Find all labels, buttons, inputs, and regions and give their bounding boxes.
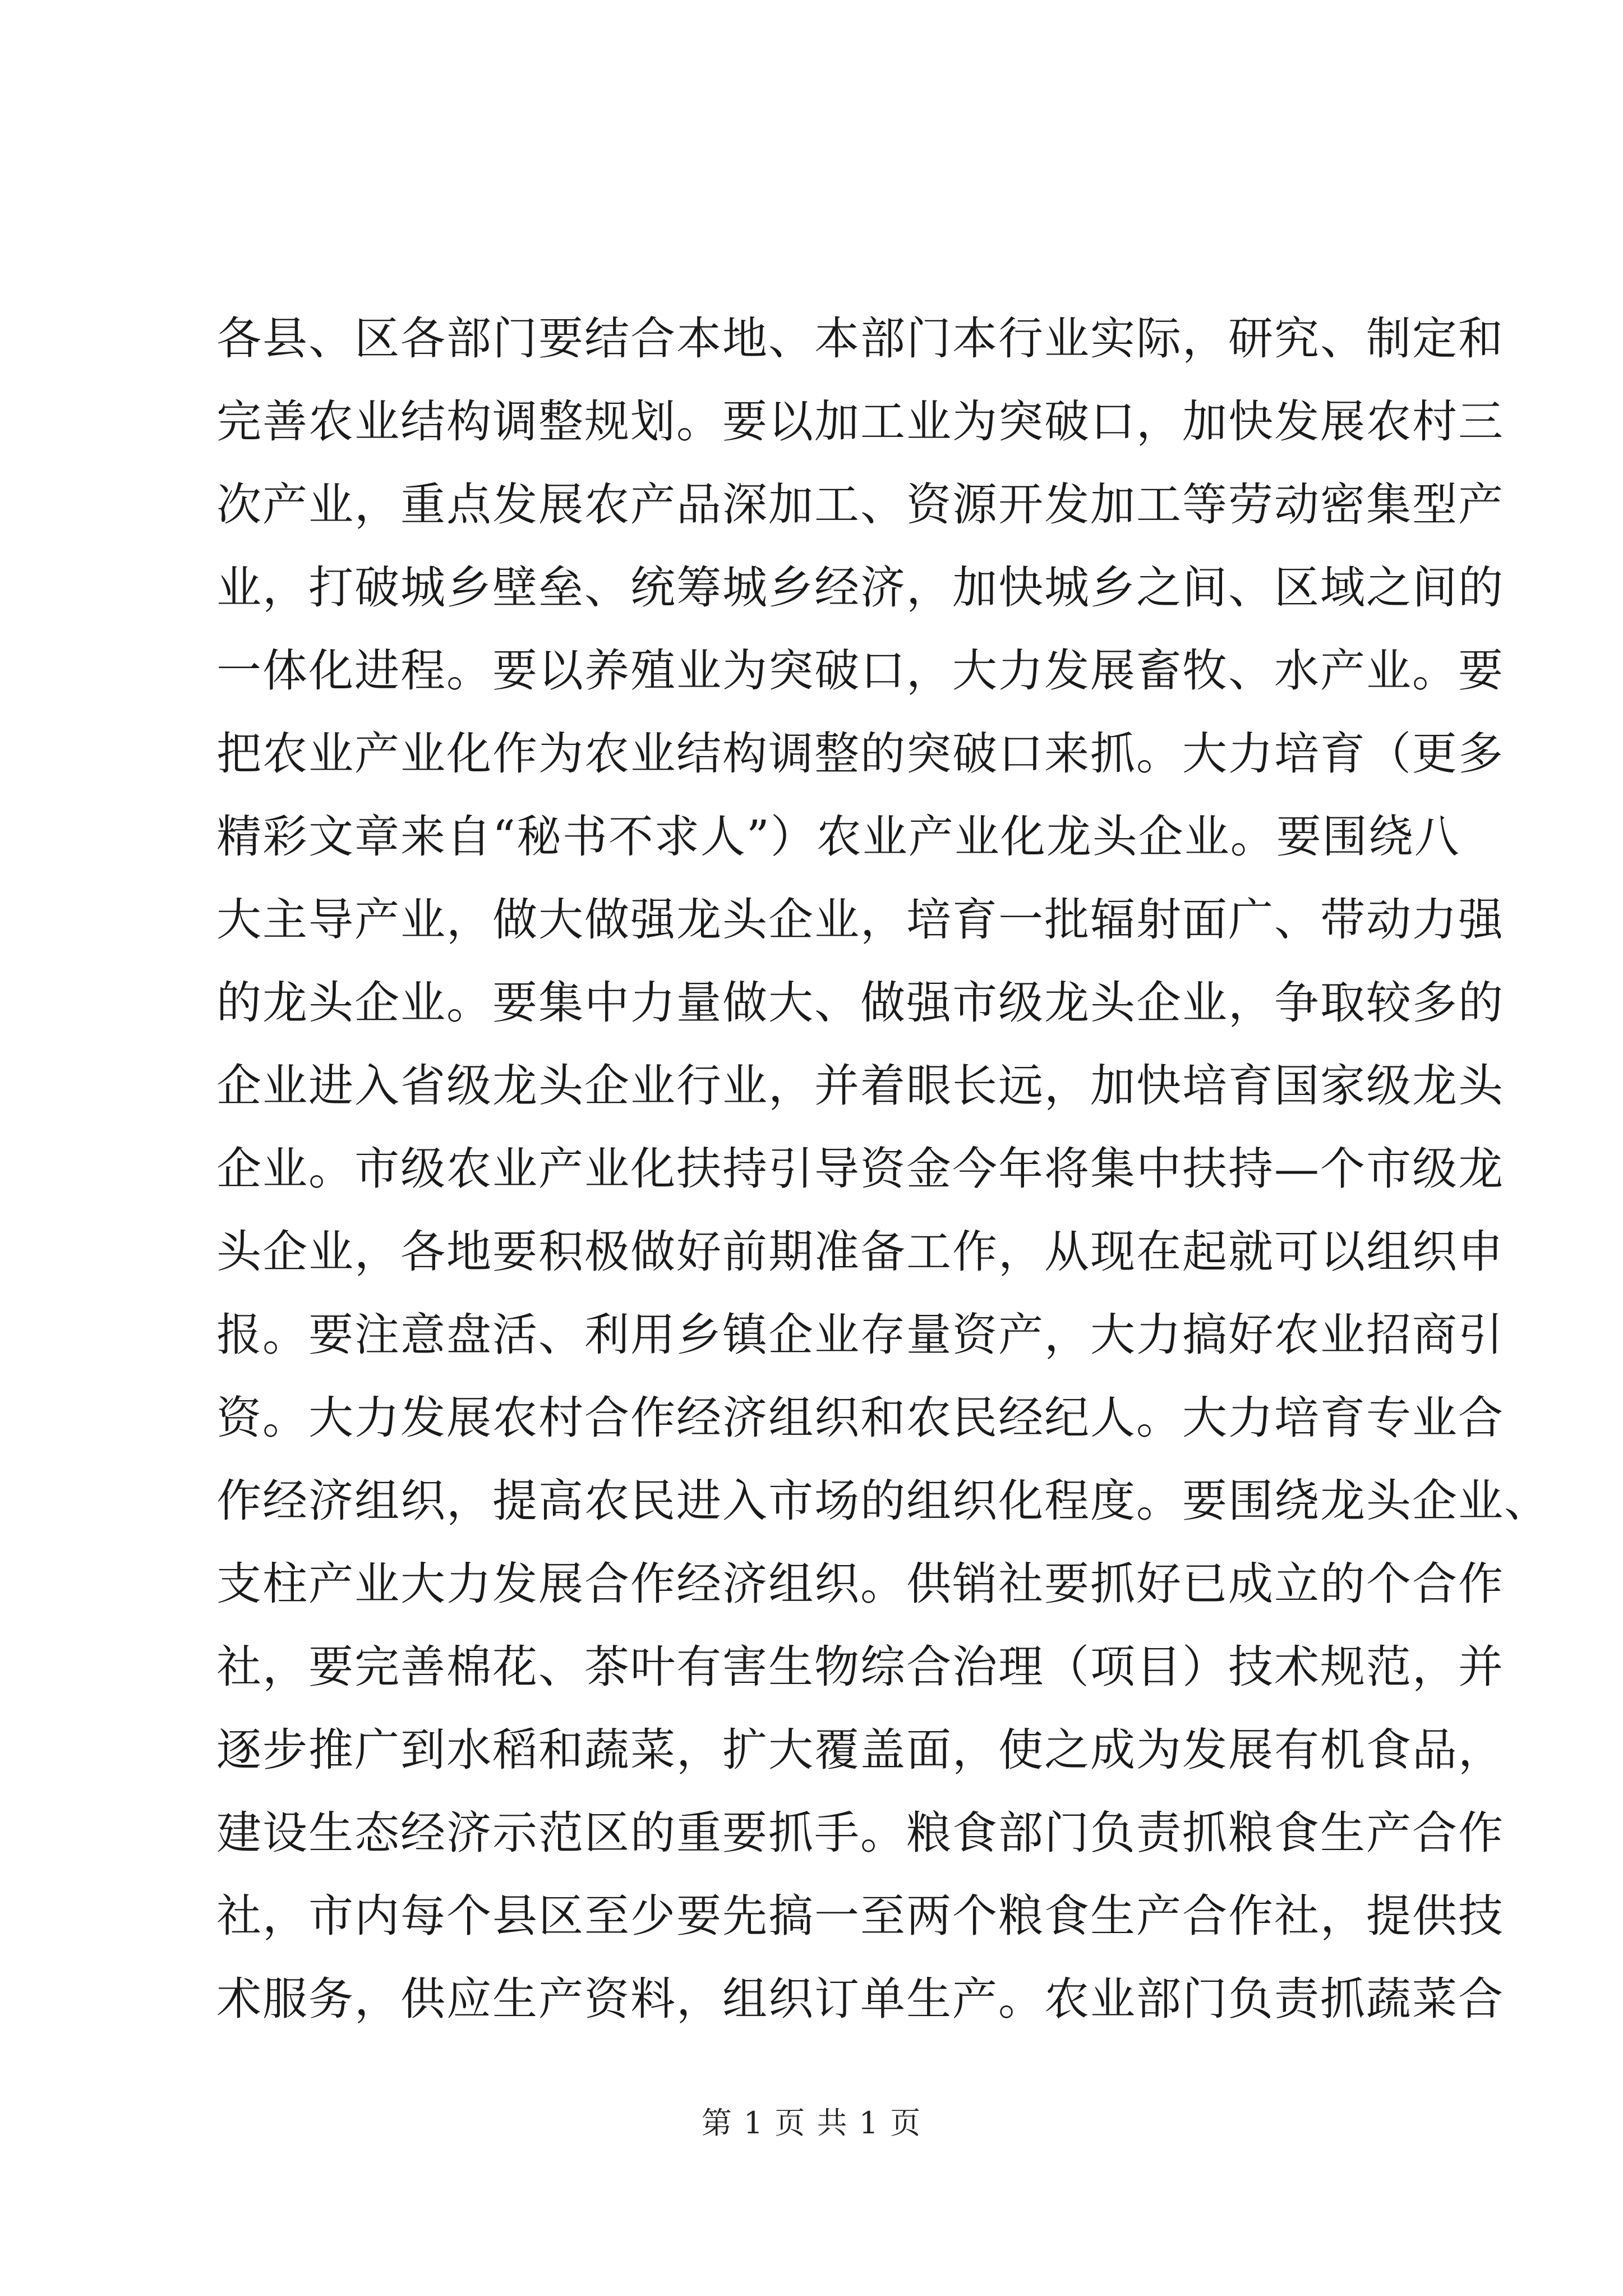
text-line: 各县、区各部门要结合本地、本部门本行业实际，研究、制定和	[216, 312, 1504, 365]
text-line: 报。要注意盘活、利用乡镇企业存量资产，大力搞好农业招商引	[216, 1309, 1504, 1361]
text-line: 逐步推广到水稻和蔬菜，扩大覆盖面，使之成为发展有机食品，	[216, 1724, 1504, 1776]
text-line: 大主导产业，做大做强龙头企业，培育一批辐射面广、带动力强	[216, 894, 1504, 946]
text-line: 社，要完善棉花、茶叶有害生物综合治理（项目）技术规范，并	[216, 1641, 1504, 1693]
text-line: 业，打破城乡壁垒、统筹城乡经济，加快城乡之间、区域之间的	[216, 562, 1504, 614]
text-line: 支柱产业大力发展合作经济组织。供销社要抓好已成立的个合作	[216, 1558, 1504, 1610]
text-line: 企业。市级农业产业化扶持引导资金今年将集中扶持—个市级龙	[216, 1143, 1504, 1195]
text-line: 资。大力发展农村合作经济组织和农民经纪人。大力培育专业合	[216, 1392, 1504, 1444]
text-line: 把农业产业化作为农业结构调整的突破口来抓。大力培育（更多	[216, 728, 1504, 780]
page-number-footer: 第 1 页 共 1 页	[701, 2105, 922, 2141]
text-line: 作经济组织，提高农民进入市场的组织化程度。要围绕龙头企业、	[216, 1475, 1550, 1527]
text-line: 的龙头企业。要集中力量做大、做强市级龙头企业，争取较多的	[216, 977, 1504, 1029]
text-line: 企业进入省级龙头企业行业，并着眼长远，加快培育国家级龙头	[216, 1060, 1504, 1112]
body-text	[216, 297, 1550, 2041]
text-line: 术服务，供应生产资料，组织订单生产。农业部门负责抓蔬菜合	[216, 1973, 1504, 2025]
text-line: 精彩文章来自“秘书不求人”）农业产业化龙头企业。要围绕八	[216, 811, 1460, 863]
text-line: 建设生态经济示范区的重要抓手。粮食部门负责抓粮食生产合作	[216, 1807, 1504, 1859]
text-line: 社，市内每个县区至少要先搞一至两个粮食生产合作社，提供技	[216, 1890, 1504, 1942]
text-line: 完善农业结构调整规划。要以加工业为突破口，加快发展农村三	[216, 395, 1504, 448]
text-line: 一体化进程。要以养殖业为突破口，大力发展畜牧、水产业。要	[216, 645, 1504, 697]
text-line: 头企业，各地要积极做好前期准备工作，从现在起就可以组织申	[216, 1226, 1504, 1278]
text-line: 次产业，重点发展农产品深加工、资源开发加工等劳动密集型产	[216, 478, 1504, 531]
